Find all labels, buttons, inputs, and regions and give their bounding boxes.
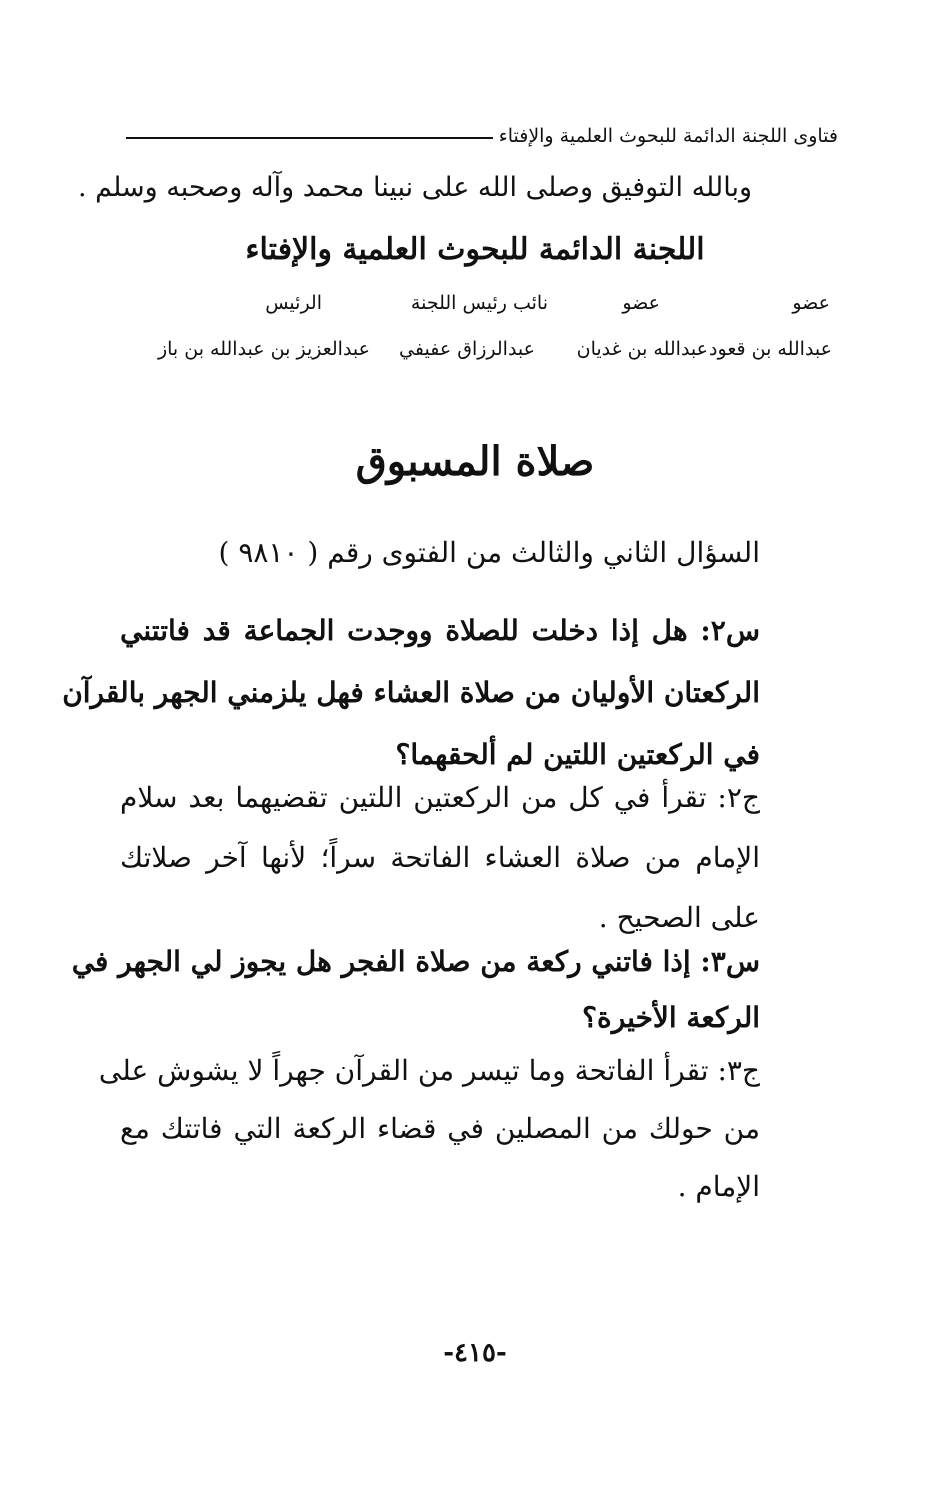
signatory-name: عبدالعزيز بن عبدالله بن باز (157, 338, 370, 360)
answer-line: الإمام من صلاة العشاء الفاتحة سراً؛ لأنها آخر صلاتك (120, 841, 760, 874)
signatory-name: عبدالرزاق عفيفي (399, 338, 535, 360)
signatory-role: عضو (792, 292, 830, 314)
signatory-role: نائب رئيس اللجنة (410, 292, 548, 314)
answer-line: ج٢: تقرأ في كل من الركعتين اللتين تقضيهما بعد سلام (120, 781, 760, 814)
running-header-title: فتاوى اللجنة الدائمة للبحوث العلمية والإفتاء (498, 125, 838, 147)
question-line: في الركعتين اللتين لم ألحقهما؟ (395, 738, 760, 771)
question-line: س٣: إذا فاتني ركعة من صلاة الفجر هل يجوز لي الجهر في (71, 945, 760, 978)
answer-line: على الصحيح . (598, 901, 760, 934)
answer-2 (120, 768, 760, 948)
answer-line: ج٣: تقرأ الفاتحة وما تيسر من القرآن جهراً لا يشوش على (98, 1054, 760, 1087)
answer-line: من حولك من المصلين في قضاء الركعة التي فاتتك مع (120, 1112, 760, 1145)
committee-title: اللجنة الدائمة للبحوث العلمية والإفتاء (245, 232, 705, 267)
question-line: الركعتان الأوليان من صلاة العشاء فهل يلزمني الجهر بالقرآن (62, 676, 760, 709)
header-rule (126, 137, 493, 139)
signatory-role: عضو (622, 292, 660, 314)
signatory-name: عبدالله بن غديان (576, 338, 708, 360)
question-line: س٢: هل إذا دخلت للصلاة ووجدت الجماعة قد فاتتني (120, 614, 760, 647)
running-header (126, 118, 838, 154)
signatory-role: الرئيس (265, 292, 322, 314)
fatwa-intro: السؤال الثاني والثالث من الفتوى رقم ( ٩٨١٠ ) (218, 536, 760, 569)
answer-line: الإمام . (677, 1170, 760, 1203)
question-line: الركعة الأخيرة؟ (582, 1001, 760, 1034)
question-3 (71, 934, 760, 1046)
closing-line: وبالله التوفيق وصلى الله على نبينا محمد وآله وصحبه وسلم . (77, 172, 752, 203)
section-heading: صلاة المسبوق (355, 438, 595, 485)
question-2 (62, 600, 760, 786)
signatory-name: عبدالله بن قعود (709, 338, 832, 360)
answer-3 (98, 1042, 760, 1216)
page-number: -٤١٥- (443, 1338, 507, 1368)
